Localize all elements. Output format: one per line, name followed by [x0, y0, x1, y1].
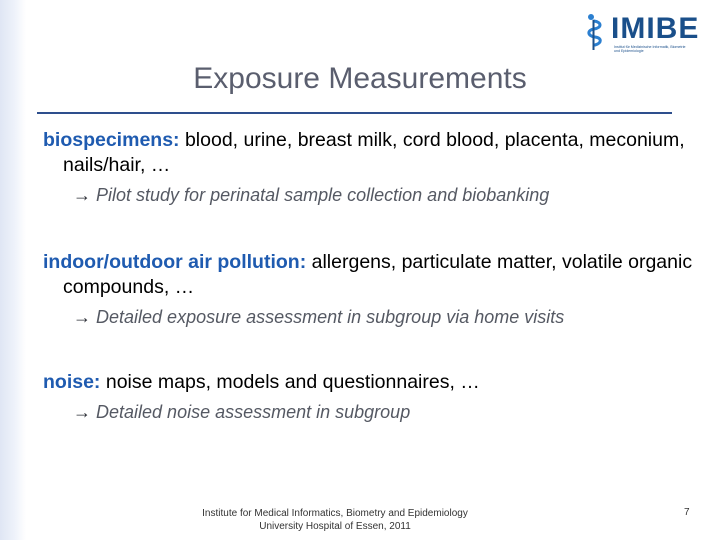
bullet-text: noise maps, models and questionnaires, … — [100, 371, 480, 393]
slide-content — [43, 128, 693, 424]
bullet-keyword: indoor/outdoor air pollution: — [43, 251, 307, 273]
bullet-text: allergens, particulate matter, volatile organic compounds, … — [63, 251, 693, 298]
sub-bullet-text: Detailed noise assessment in subgroup — [96, 402, 411, 422]
bullet-keyword: biospecimens: — [43, 129, 180, 151]
sub-bullet-biospecimens — [43, 183, 693, 207]
bullet-keyword: noise: — [43, 371, 101, 393]
bullet-biospecimens — [43, 128, 693, 178]
imibe-logo — [583, 10, 703, 58]
bullet-air-pollution — [43, 250, 693, 300]
sub-bullet-noise — [43, 400, 693, 424]
title-divider — [37, 112, 672, 114]
page-number: 7 — [684, 507, 690, 518]
bullet-noise — [43, 370, 693, 395]
logo-subtitle-line: und Epidemiologie — [614, 49, 644, 54]
logo-subtitle — [614, 45, 706, 54]
bullet-text: blood, urine, breast milk, cord blood, placenta, meconium, nails/hair, … — [63, 129, 685, 176]
arrow-right-icon: → — [73, 402, 91, 422]
sub-bullet-air-pollution — [43, 305, 693, 329]
spacer — [43, 207, 693, 250]
sub-bullet-text: Detailed exposure assessment in subgroup via home visits — [96, 307, 565, 327]
arrow-right-icon: → — [73, 307, 91, 327]
arrow-right-icon: → — [73, 185, 91, 205]
caduceus-icon — [583, 12, 609, 52]
logo-wordmark: IMIBE — [611, 12, 700, 45]
slide-footer — [130, 507, 540, 533]
footer-institute: Institute for Medical Informatics, Biometry and Epidemiology — [202, 508, 468, 519]
spacer — [43, 329, 693, 370]
logo-subtitle-line: Institut für Medizinische Informatik, Biometrie — [614, 45, 686, 49]
slide-title: Exposure Measurements — [193, 62, 527, 95]
footer-hospital: University Hospital of Essen, 2011 — [259, 521, 411, 532]
sub-bullet-text: Pilot study for perinatal sample collection and biobanking — [96, 185, 550, 205]
